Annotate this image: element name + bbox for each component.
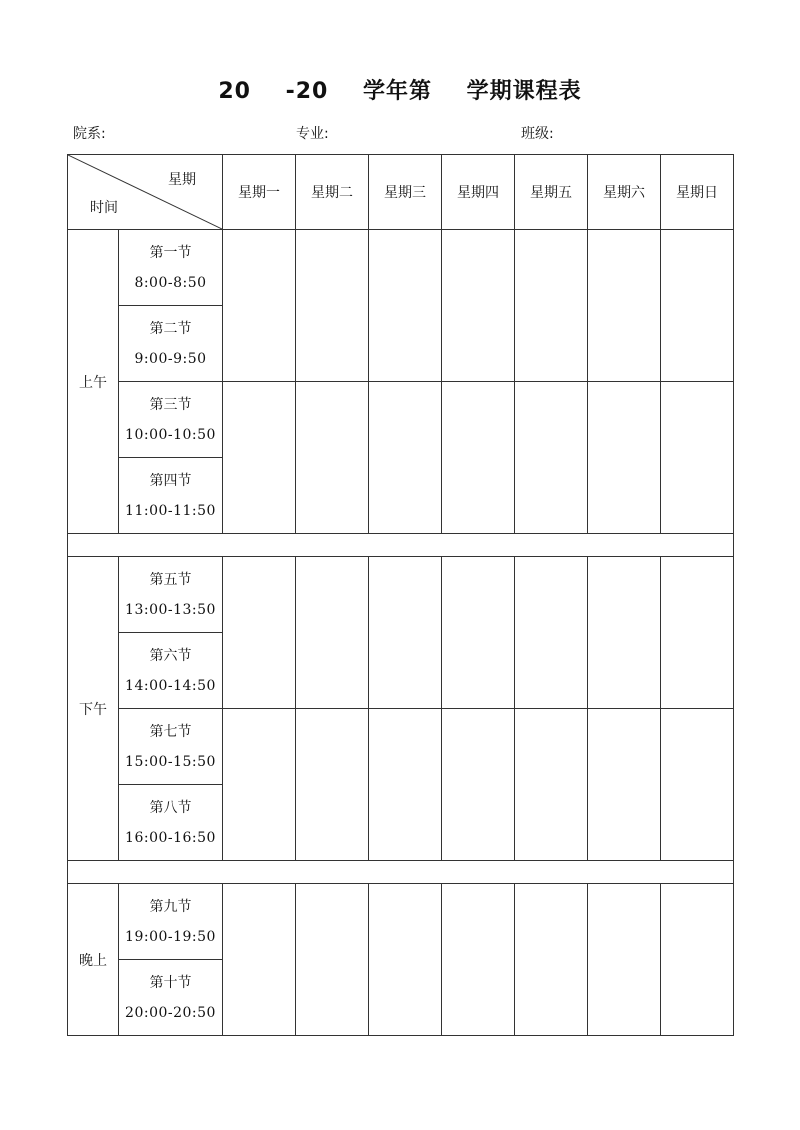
diagonal-header-cell (68, 155, 223, 230)
spacer-row (68, 534, 734, 557)
period-name: 第五节 (149, 571, 192, 588)
period-name: 第十节 (149, 974, 192, 991)
class-slot[interactable] (223, 557, 296, 709)
period-name: 第一节 (149, 244, 192, 261)
class-slot[interactable] (369, 382, 442, 534)
class-slot[interactable] (588, 230, 661, 382)
period-cell (119, 785, 223, 861)
class-slot[interactable] (661, 557, 734, 709)
segment-afternoon: 下午 (68, 557, 119, 861)
period-time: 9:00-9:50 (134, 350, 207, 367)
period-cell (119, 230, 223, 306)
day-header-tue: 星期二 (296, 155, 369, 230)
class-slot[interactable] (369, 884, 442, 1036)
period-cell (119, 884, 223, 960)
table-row (68, 557, 734, 633)
period-name: 第六节 (149, 647, 192, 664)
class-slot[interactable] (515, 709, 588, 861)
class-slot[interactable] (588, 382, 661, 534)
page-title: 20 -20 学年第 学期课程表 (218, 79, 582, 104)
header-row (68, 155, 734, 230)
class-slot[interactable] (296, 230, 369, 382)
diagonal-line (68, 155, 222, 229)
class-slot[interactable] (369, 709, 442, 861)
class-slot[interactable] (515, 884, 588, 1036)
class-slot[interactable] (442, 382, 515, 534)
class-slot[interactable] (515, 230, 588, 382)
class-slot[interactable] (223, 382, 296, 534)
period-name: 第八节 (149, 799, 192, 816)
segment-morning: 上午 (68, 230, 119, 534)
schedule-table (67, 154, 734, 1036)
period-time: 13:00-13:50 (125, 601, 216, 618)
period-name: 第九节 (149, 898, 192, 915)
period-time: 19:00-19:50 (125, 928, 216, 945)
class-slot[interactable] (369, 230, 442, 382)
class-slot[interactable] (442, 884, 515, 1036)
class-slot[interactable] (223, 884, 296, 1036)
class-slot[interactable] (588, 709, 661, 861)
period-cell (119, 709, 223, 785)
period-cell (119, 306, 223, 382)
table-row (68, 382, 734, 458)
department-label: 院系: (73, 126, 106, 142)
period-time: 15:00-15:50 (125, 753, 216, 770)
class-slot[interactable] (296, 884, 369, 1036)
period-time: 10:00-10:50 (125, 426, 216, 443)
period-time: 8:00-8:50 (134, 274, 207, 291)
day-header-wed: 星期三 (369, 155, 442, 230)
time-axis-label: 时间 (90, 200, 118, 216)
period-cell (119, 633, 223, 709)
period-name: 第七节 (149, 723, 192, 740)
class-slot[interactable] (515, 382, 588, 534)
table-row (68, 709, 734, 785)
class-slot[interactable] (296, 557, 369, 709)
spacer-row (68, 861, 734, 884)
segment-evening: 晚上 (68, 884, 119, 1036)
day-header-thu: 星期四 (442, 155, 515, 230)
day-axis-label: 星期 (168, 172, 196, 188)
class-slot[interactable] (588, 884, 661, 1036)
class-label: 班级: (521, 126, 554, 142)
class-slot[interactable] (369, 557, 442, 709)
class-slot[interactable] (515, 557, 588, 709)
period-name: 第三节 (149, 396, 192, 413)
class-slot[interactable] (661, 382, 734, 534)
period-name: 第二节 (149, 320, 192, 337)
class-slot[interactable] (296, 709, 369, 861)
class-slot[interactable] (442, 230, 515, 382)
class-slot[interactable] (442, 557, 515, 709)
class-slot[interactable] (296, 382, 369, 534)
class-slot[interactable] (661, 884, 734, 1036)
class-slot[interactable] (223, 230, 296, 382)
class-slot[interactable] (661, 230, 734, 382)
class-slot[interactable] (588, 557, 661, 709)
table-row (68, 884, 734, 960)
day-header-sat: 星期六 (588, 155, 661, 230)
major-label: 专业: (296, 126, 329, 142)
period-cell (119, 960, 223, 1036)
period-cell (119, 458, 223, 534)
period-time: 11:00-11:50 (125, 502, 216, 519)
table-row (68, 230, 734, 306)
class-slot[interactable] (661, 709, 734, 861)
day-header-sun: 星期日 (661, 155, 734, 230)
class-slot[interactable] (223, 709, 296, 861)
period-cell (119, 382, 223, 458)
period-time: 20:00-20:50 (125, 1004, 216, 1021)
period-cell (119, 557, 223, 633)
day-header-mon: 星期一 (223, 155, 296, 230)
period-time: 14:00-14:50 (125, 677, 216, 694)
day-header-fri: 星期五 (515, 155, 588, 230)
period-time: 16:00-16:50 (125, 829, 216, 846)
period-name: 第四节 (149, 472, 192, 489)
class-slot[interactable] (442, 709, 515, 861)
